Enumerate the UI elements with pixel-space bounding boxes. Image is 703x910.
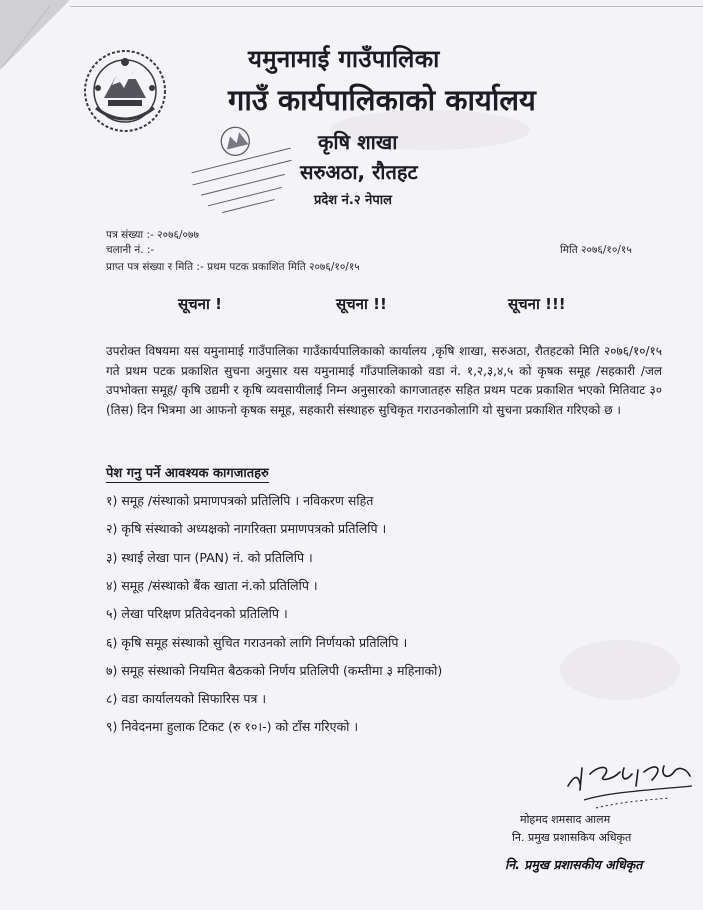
letter-date: मिति २०७६/१०/१५ bbox=[560, 244, 632, 256]
province-line: प्रदेश नं.२ नेपाल bbox=[314, 193, 392, 208]
municipality-name: यमुनामाई गाउँपालिका bbox=[248, 45, 440, 73]
requirement-item: ७) समूह संस्थाको नियमित बैठकको निर्णय प्रतिलिपी (कम्तीमा ३ महिनाको) bbox=[106, 663, 443, 678]
bleed-through bbox=[560, 640, 680, 700]
section-name: कृषि शाखा bbox=[318, 130, 398, 154]
requirement-item: ४) समूह /संस्थाको बैंक खाता नं.को प्रतिलिपि । bbox=[106, 578, 318, 593]
letter-number: पत्र संख्या :- २०७६/०७७ bbox=[106, 229, 199, 241]
notice-heading-2: सूचना !! bbox=[336, 295, 387, 313]
notice-heading-3: सूचना !!! bbox=[508, 295, 566, 313]
notice-heading-1: सूचना ! bbox=[178, 295, 222, 313]
requirements-title: पेश गनु पर्ने आवश्यक कागजातहरु bbox=[106, 463, 269, 483]
signatory-stamp: नि. प्रमुख प्रशासकीय अधिकृत bbox=[505, 857, 643, 872]
office-stamp-icon bbox=[182, 118, 307, 218]
requirement-item: ५) लेखा परिक्षण प्रतिवेदनको प्रतिलिपि । bbox=[106, 606, 288, 621]
office-title: गाउँ कार्यपालिकाको कार्यालय bbox=[228, 83, 536, 117]
signatory-name: मोहमद शमसाद आलम bbox=[520, 813, 611, 826]
requirement-item: २) कृषि संस्थाको अध्यक्षको नागरिक्ता प्रमाणपत्रको प्रतिलिपि । bbox=[106, 521, 387, 536]
requirement-item: ८) वडा कार्यालयको सिफारिस पत्र । bbox=[106, 691, 267, 706]
notice-body: उपरोक्त विषयमा यस यमुनामाई गाउँपालिका गाउँकार्यपालिकाको कार्यालय ,कृषि शाखा, सरुअठा, रौतहटको मिति २०७६/१०/१५ गते प्रथम पटक प्रकाशित सुचना अनुसार यस यमुनामाई गाँउपालिकाको वडा नं. १,२,३,४,५ को कृषक समूह /सहकारी /जल उपभोक्ता समूह/ कृषि उद्यमी र कृषि व्यवसायीलाई निम्न अनुसारको कागजातहरु सहित प्रथम पटक प्रकाशित भएको मितिवाट ३० (तिस) दिन भित्रमा आ आफनो कृषक समूह, सहकारी संस्थाहरु सुचिकृत गराउनकोलागि यो सुचना प्रकाशित गरिएको छ । bbox=[106, 344, 662, 417]
signatory-title: नि. प्रमुख प्रशासकिय अधिकृत bbox=[512, 831, 632, 844]
requirement-item: ३) स्थाई लेखा पान (PAN) नं. को प्रतिलिपि । bbox=[106, 550, 313, 565]
received-reference: प्राप्त पत्र संख्या र मिति :- प्रथम पटक प्रकाशित मिति २०७६/१०/१५ bbox=[106, 261, 360, 273]
office-address: सरुअठा, रौतहट bbox=[300, 160, 418, 184]
requirement-item: ९) निवेदनमा हुलाक टिकट (रु १०।-) को टाँस गरिएको । bbox=[106, 719, 359, 734]
requirement-item: १) समूह /संस्थाको प्रमाणपत्रको प्रतिलिपि । नविकरण सहित bbox=[106, 493, 374, 508]
dispatch-number: चलानी नं. :- bbox=[106, 244, 155, 256]
handwritten-signature-icon bbox=[560, 746, 700, 816]
paper-edge bbox=[70, 6, 703, 7]
requirement-item: ६) कृषि समूह संस्थाको सुचित गराउनको लागि निर्णयको प्रतिलिपि । bbox=[106, 635, 408, 650]
nepal-emblem-icon bbox=[82, 48, 168, 134]
